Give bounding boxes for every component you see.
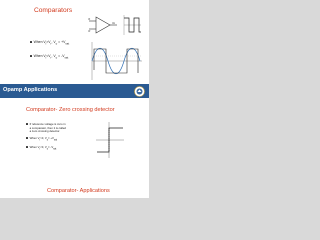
slide-title: Comparator- Applications xyxy=(47,188,110,194)
slide-title: Comparator- Zero crossing detector xyxy=(26,107,115,113)
circuit-label-vi: Vi xyxy=(88,18,91,21)
slide-comparators xyxy=(0,0,149,84)
condition-item: When $V_i<V_r$, $V_o = -V_{sat}$ xyxy=(30,54,69,61)
slide-title: Comparators xyxy=(34,7,73,14)
condition-list xyxy=(30,40,69,60)
condition-item: When $V_i>0$, $V_o= +V_{sat}$ xyxy=(26,137,66,143)
circuit-label-vo: Vo xyxy=(112,22,116,25)
note-line: If reference voltage is zero in xyxy=(26,123,66,127)
note-line: a comparator, then it is called xyxy=(29,125,66,130)
condition-item: When $V_i>V_r$, $V_o = +V_{sat}$ xyxy=(30,40,69,47)
footer-title: Opamp Applications xyxy=(3,87,58,93)
footer-bar xyxy=(0,84,149,98)
output-square-waveform xyxy=(122,14,142,36)
comparator-waveforms xyxy=(88,40,144,82)
comparator-circuit-diagram xyxy=(88,15,118,35)
zero-crossing-transfer-plot xyxy=(92,120,126,160)
note-line: a zero crossing detector. xyxy=(29,129,61,134)
circuit-label-vr: Vr xyxy=(88,30,91,33)
slide-applications xyxy=(0,182,149,198)
slide-zero-crossing-detector xyxy=(0,98,149,182)
condition-item: When $V_i<0$, $V_o= -V_{sat}$ xyxy=(26,146,66,152)
zero-crossing-notes xyxy=(26,123,66,152)
institution-logo-icon xyxy=(134,86,145,97)
